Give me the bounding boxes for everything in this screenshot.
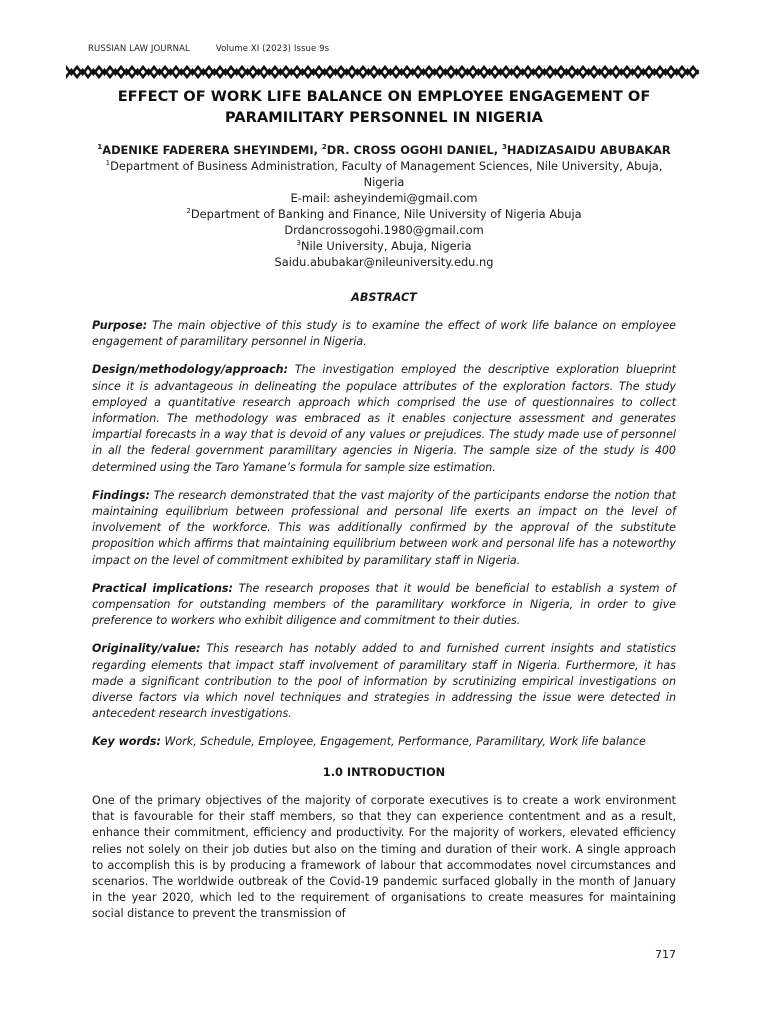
originality-text: This research has notably added to and furnished current insights and statistics regarding elements that impact staff involvement of paramilitary staff in Nigeria. Furthermore, it has made a significant contribution to the pool of information by scrutinizing empirical investigations on diverse factors via which novel techniques and strategies in addressing the issue were detected in antecedent research investigations. — [92, 642, 676, 721]
affiliation-1-text: Department of Business Administration, Faculty of Management Sciences, Nile University, Abuja, Nigeria — [110, 159, 663, 189]
affiliation-3-text: Nile University, Abuja, Nigeria — [300, 239, 472, 253]
email-3: Saidu.abubakar@nileuniversity.edu.ng — [274, 255, 494, 269]
purpose-label: Purpose: — [92, 319, 148, 332]
email-2: Drdancrossogohi.1980@gmail.com — [284, 223, 484, 237]
affiliation-2-marker: 2 — [186, 207, 191, 216]
author-2-marker: 2 — [321, 143, 327, 152]
affiliation-1-marker: 1 — [105, 159, 111, 168]
paper-title: EFFECT OF WORK LIFE BALANCE ON EMPLOYEE ENGAGEMENT OF PARAMILITARY PERSONNEL IN NIGERIA — [117, 88, 651, 126]
practical-text: The research proposes that it would be beneficial to establish a system of compensation for outstanding members of the paramilitary workforce in Nigeria, in order to give preference to workers who exhibit diligence and commitment to their duties. — [92, 581, 676, 628]
author-2: DR. CROSS OGOHI DANIEL, — [326, 143, 503, 157]
practical-label: Practical implications: — [92, 581, 233, 595]
author-1: ADENIKE FADERERA SHEYINDEMI, — [102, 143, 322, 157]
abstract-keywords — [92, 734, 676, 750]
abstract-design — [92, 362, 676, 475]
affiliation-3-marker: 3 — [296, 239, 301, 248]
abstract-heading: ABSTRACT — [351, 291, 417, 304]
design-text: The investigation employed the descriptive exploration blueprint since it is advantageous in delineating the populace attributes of the exploration factors. The study employed a quantitative research approach which comprised the use of questionnaires to collect information. The methodology was embraced as it enables conjecture assessment and generates impartial forecasts in a way that is devoid of any values or prejudices. The study made use of personnel in all the federal government paramilitary agencies in Nigeria. The sample size of the study is 400 determined using the Taro Yamane’s formula for sample size estimation. — [92, 363, 676, 474]
affiliation-3 — [92, 238, 676, 254]
findings-label: Findings: — [92, 488, 150, 502]
affiliation-2-text: Department of Banking and Finance, Nile University of Nigeria Abuja — [190, 207, 582, 221]
email-1: E-mail: asheyindemi@gmail.com — [290, 191, 478, 205]
author-list — [92, 142, 676, 158]
page-number: 717 — [655, 948, 676, 961]
front-matter — [92, 142, 676, 270]
findings-text: The research demonstrated that the vast majority of the participants endorse the notion that maintaining equilibrium between professional and personal life exerts an impact on the level of involvement of the workforce. This was additionally confirmed by the approval of the substitute proposition which affirms that maintaining equilibrium between work and personal life has a noteworthy impact on the level of commitment exhibited by paramilitary staff in Nigeria. — [92, 488, 676, 567]
journal-volume: Volume XI (2023) Issue 9s — [215, 44, 330, 54]
abstract-originality — [92, 641, 676, 722]
abstract-practical — [92, 581, 676, 630]
affiliation-1 — [92, 158, 676, 190]
design-label: Design/methodology/approach: — [92, 363, 289, 377]
author-3-marker: 3 — [502, 143, 507, 152]
section-heading-introduction: 1.0 INTRODUCTION — [322, 765, 446, 779]
running-header — [88, 44, 329, 54]
author-1-marker: 1 — [97, 143, 103, 152]
keywords-label: Key words: — [92, 735, 161, 749]
affiliation-2 — [92, 206, 676, 222]
keywords-text: Work, Schedule, Employee, Engagement, Performance, Paramilitary, Work life balance — [160, 735, 646, 749]
introduction-paragraph: One of the primary objectives of the majority of corporate executives is to create a work environment that is favourable for their staff members, so that they can experience contentment and as a result, enhance their commitment, efficiency and productivity. For the majority of workers, elevated efficiency relies not solely on their job duties but also on the timing and duration of their work. A single approach to accomplish this is by producing a framework of labour that accommodates novel circumstances and scenarios. The worldwide outbreak of the Covid-19 pandemic surfaced globally in the month of January in the year 2020, which led to the requirement of organisations to create measures for maintaining social distance to prevent the transmission of — [92, 794, 676, 921]
decorative-zigzag-border — [66, 64, 700, 80]
originality-label: Originality/value: — [92, 642, 201, 656]
abstract-purpose — [92, 318, 676, 350]
purpose-text: The main objective of this study is to examine the effect of work life balance on employee engagement of paramilitary personnel in Nigeria. — [92, 319, 676, 349]
abstract-findings — [92, 488, 676, 569]
author-3: HADIZASAIDU ABUBAKAR — [506, 143, 671, 157]
abstract-body — [92, 318, 676, 763]
journal-name: RUSSIAN LAW JOURNAL — [88, 44, 190, 54]
